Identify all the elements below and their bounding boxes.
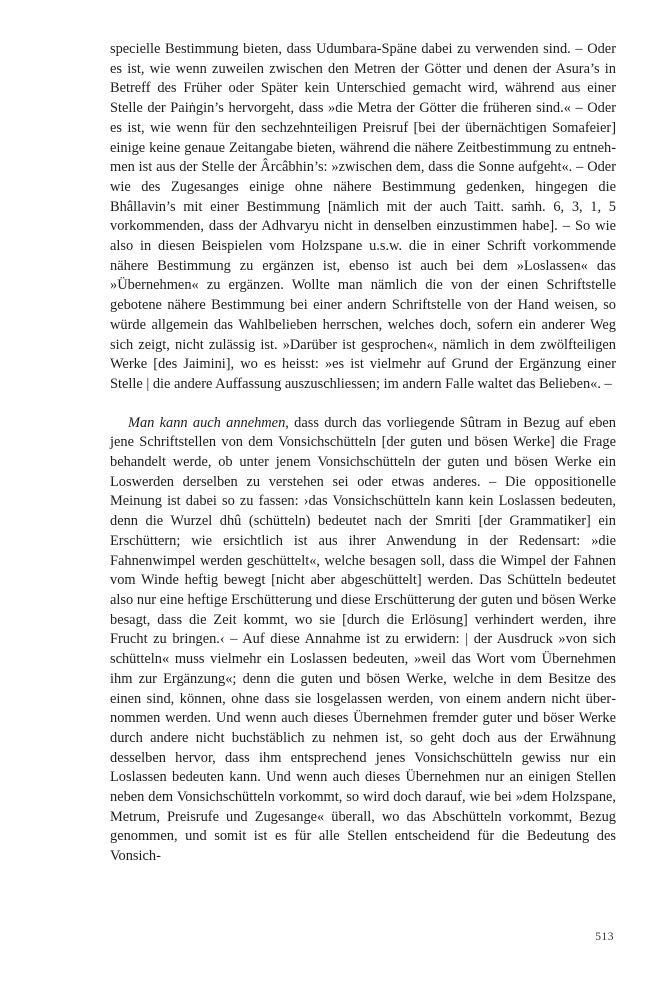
paragraph-1-text: specielle Bestimmung bieten, dass Udumbara-Späne dabei zu verwenden sind. – Oder es ist, wie wenn zuweilen zwischen den Metren der Götter und denen der Asura’s in Betreff des Früher oder Später kein Unterschied gemacht wird, während aus einer Stelle der Paiṅgin’s hervorgeht, dass »die Metra der Götter die früheren sind.« – Oder es ist, wie wenn für den sechzehnteiligen Preisruf [bei der übernächtigen Somafeier] einige keine genaue Zeitangabe bieten, während die nähere Zeitbestimmung zu entnehmen ist aus der Stelle der Ârcâbhin’s: »zwischen dem, dass die Sonne aufgeht«. – Oder wie des Zugesanges einige ohne nähere Bestimmung gedenken, hingegen die Bhâllavin’s mit einer Bestimmung [nämlich mit der auch Taitt. saṁh. 6, 3, 1, 5 vorkommenden, dass der Adhvaryu nicht in denselben einzustimmen habe]. – So wie also in diesen Beispielen vom Holzspane u.s.w. die in einer Schrift vorkommende nähere Bestimmung zu ergänzen ist, ebenso ist auch bei dem »Loslassen« das »Übernehmen« zu ergänzen. Wollte man nämlich die von der einen Schriftstelle gebotene nähere Bestimmung bei einer andern Schriftstelle von der Hand weisen, so würde allgemein das Wahlbelieben herrschen, welches doch, sofern ein anderer Weg sich zeigt, nicht zulässig ist. »Darüber ist gesprochen«, nämlich in dem zwölfteiligen Werke [des Jaimini], wo es heisst: »es ist vielmehr auf Grund der Ergänzung einer Stelle | die andere Auffassung auszuschliessen; im andern Falle waltet das Belieben«. – [110,41,616,392]
paragraph-2-lead: Man kann auch annehmen, [128,414,289,431]
paragraph-2 [110,414,616,867]
page-body [110,40,616,867]
paragraph-1 [110,40,616,395]
page-number: 513 [595,931,614,943]
paragraph-2-text: dass durch das vorliegende Sûtram in Bezug auf eben jene Schriftstellen von dem Vonsichschütteln [der guten und bösen Werke] die Frage behandelt werde, ob unter jenem Vonsichschütteln der guten und bösen Werke ein Loswerden derselben zu verstehen sei oder etwas anderes. – Die oppositionelle Meinung ist dabei so zu fassen: ›das Vonsichschütteln kann kein Loslassen bedeuten, denn die Wurzel dhû (schütteln) bedeutet nach der Smriti [der Grammatiker] ein Erschüttern; wie ersichtlich ist aus ihrer Anwendung in der Redensart: »die Fahnenwimpel werden geschüttelt«, welche besagen soll, dass die Wimpel der Fahnen vom Winde heftig bewegt [nicht aber abgeschüttelt] werden. Das Schütteln bedeutet also nur eine heftige Erschütterung und diese Erschütterung der guten und bösen Werke besagt, dass die Zeit kommt, wo sie [durch die Erlösung] verhindert werden, ihre Frucht zu bringen.‹ – Auf diese Annahme ist zu erwidern: | der Ausdruck »von sich schütteln« muss vielmehr ein Loslassen bedeuten, »weil das Wort vom Übernehmen ihm zur Ergänzung«; denn die guten und bösen Werke, welche in dem Besitze des einen sind, können, ohne dass sie losgelassen werden, von einem andern nicht übernommen werden. Und wenn auch dieses Übernehmen fremder guter und böser Werke durch andere nicht buchstäblich zu nehmen ist, so geht doch aus der Erwähnung desselben hervor, dass ihm entsprechend jenes Vonsichschütteln gewiss nur ein Loslassen bedeuten kann. Und wenn auch dieses Übernehmen nur an einigen Stellen neben dem Vonsichschütteln vorkommt, so wird doch darauf, wie bei »dem Holzspane, Metrum, Preisrufe und Zugesange« überall, wo das Abschütteln vorkommt, Bezug genommen, und somit ist es für alle Stellen entscheidend für die Bedeutung des Vonsich- [110,414,617,865]
